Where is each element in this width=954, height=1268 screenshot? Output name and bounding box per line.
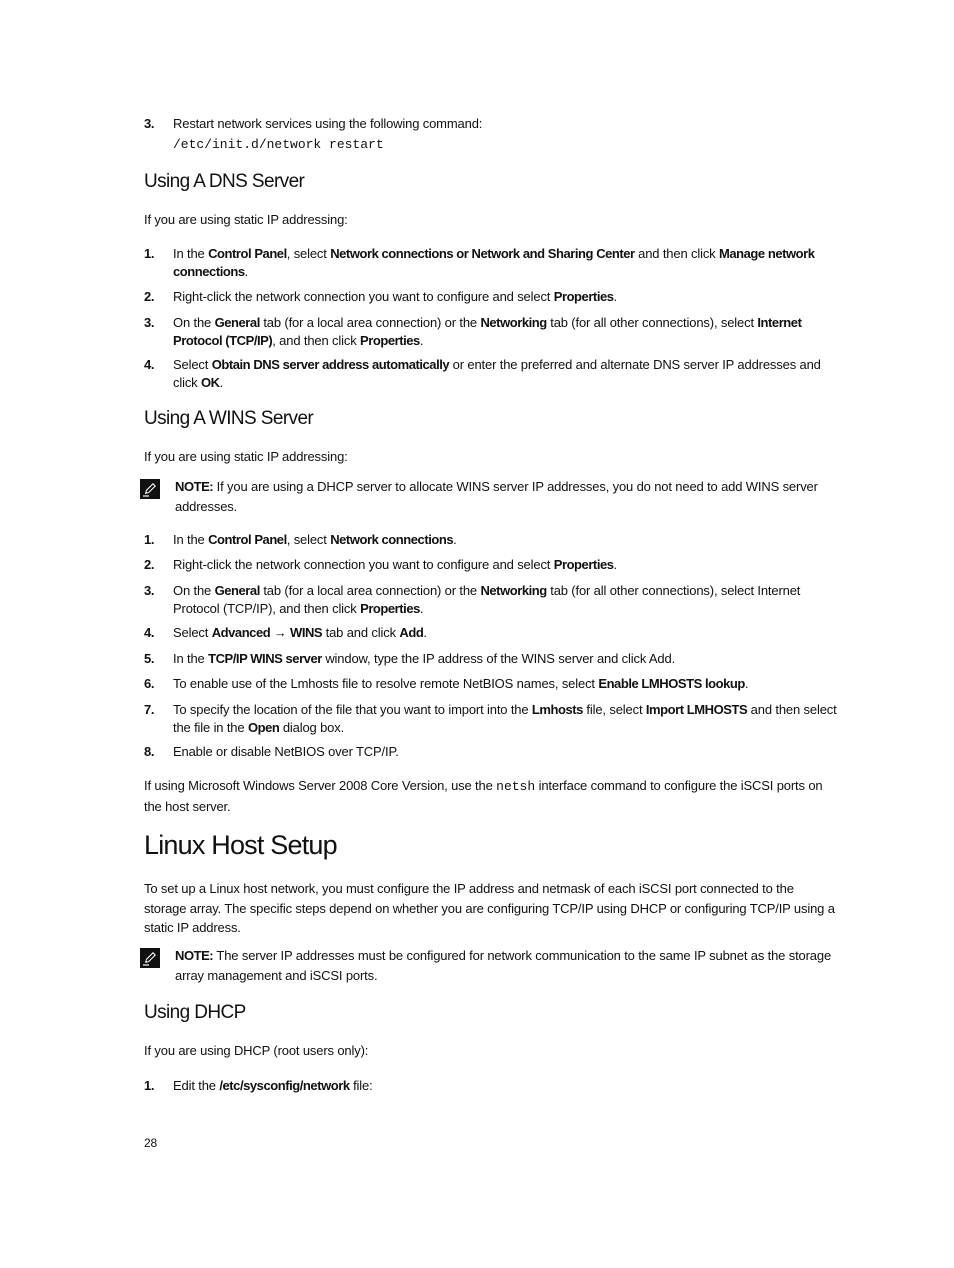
dns-step-3: On the General tab (for a local area connection) or the Networking tab (for all other connections), select Internet Protocol (TCP/IP), and then click Properties.: [173, 315, 802, 348]
wins-step-5: In the TCP/IP WINS server window, type the IP address of the WINS server and click Add.: [173, 651, 676, 666]
page-number: 28: [144, 1136, 158, 1150]
step-number: 3.: [144, 315, 155, 330]
dns-step-1: In the Control Panel, select Network connections or Network and Sharing Center and then click Manage network connections.: [173, 246, 815, 279]
step-number: 3.: [144, 116, 155, 131]
wins-step-4: Select Advanced → WINS tab and click Add.: [173, 625, 427, 640]
wins-closing: If using Microsoft Windows Server 2008 Core Version, use the netsh interface command to configure the iSCSI ports on the host server.: [144, 778, 823, 814]
step-number: 2.: [144, 289, 155, 304]
dns-intro: If you are using static IP addressing:: [144, 212, 348, 227]
dns-step-2: Right-click the network connection you want to configure and select Properties.: [173, 289, 618, 304]
step-number: 3.: [144, 583, 155, 598]
step-number: 6.: [144, 676, 155, 691]
note-label: NOTE:: [175, 948, 214, 963]
step-number: 8.: [144, 744, 155, 759]
linux-intro: To set up a Linux host network, you must configure the IP address and netmask of each iSCSI port connected to the storage array. The specific steps depend on whether you are configuring TCP/IP using DHCP or configuring TCP/IP using a static IP address.: [144, 881, 835, 935]
dns-step-4: Select Obtain DNS server address automatically or enter the preferred and alternate DNS server IP addresses and click OK.: [173, 357, 821, 390]
pencil-note-icon: [140, 479, 160, 499]
command-code: /etc/init.d/network restart: [173, 137, 384, 152]
step-number: 4.: [144, 357, 155, 372]
step-number: 1.: [144, 532, 155, 547]
dhcp-step-1: Edit the /etc/sysconfig/network file:: [173, 1078, 373, 1093]
step-number: 7.: [144, 702, 155, 717]
wins-note: NOTE: If you are using a DHCP server to allocate WINS server IP addresses, you do not need to add WINS server addresses.: [175, 479, 818, 514]
note-label: NOTE:: [175, 479, 214, 494]
step-number: 2.: [144, 557, 155, 572]
chapter-title: Linux Host Setup: [144, 830, 337, 860]
dhcp-intro: If you are using DHCP (root users only):: [144, 1043, 369, 1058]
step-number: 5.: [144, 651, 155, 666]
wins-step-8: Enable or disable NetBIOS over TCP/IP.: [173, 744, 399, 759]
wins-step-2: Right-click the network connection you want to configure and select Properties.: [173, 557, 618, 572]
step-number: 1.: [144, 1078, 155, 1093]
section-heading-wins: Using A WINS Server: [144, 408, 314, 429]
wins-step-3: On the General tab (for a local area connection) or the Networking tab (for all other connections), select Internet Protocol (TCP/IP), and then click Properties.: [173, 583, 801, 616]
wins-intro: If you are using static IP addressing:: [144, 449, 348, 464]
inline-code: netsh: [496, 779, 536, 794]
wins-step-1: In the Control Panel, select Network connections.: [173, 532, 457, 547]
step-number: 1.: [144, 246, 155, 261]
section-heading-dhcp: Using DHCP: [144, 1002, 246, 1023]
step-text: Restart network services using the following command:: [173, 116, 483, 131]
linux-note: NOTE: The server IP addresses must be configured for network communication to the same IP subnet as the storage array management and iSCSI ports.: [175, 948, 832, 983]
section-heading-dns: Using A DNS Server: [144, 171, 305, 192]
step-number: 4.: [144, 625, 155, 640]
pencil-note-icon: [140, 948, 160, 968]
wins-step-6: To enable use of the Lmhosts file to resolve remote NetBIOS names, select Enable LMHOSTS lookup.: [173, 676, 749, 691]
wins-step-7: To specify the location of the file that you want to import into the Lmhosts file, select Import LMHOSTS and then select the file in the Open dialog box.: [173, 702, 837, 735]
